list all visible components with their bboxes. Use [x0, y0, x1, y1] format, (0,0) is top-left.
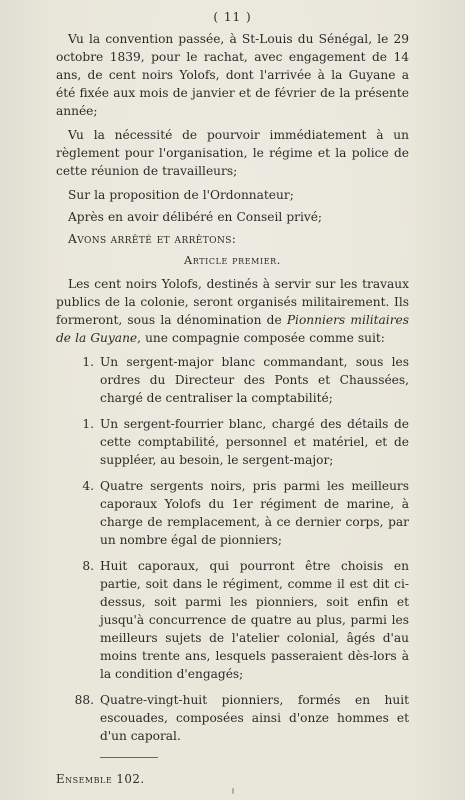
list-item-number: 1. — [82, 355, 94, 369]
paragraph-convention: Vu la convention passée, à St-Louis du Sénégal, le 29 octobre 1839, pour le rachat, avec engagement de 14 ans, de cent noirs Yolofs, dont l'arrivée à la Guyane a été fixée aux mois de janvier et de février de la présente année; — [56, 32, 409, 118]
list-item-text: Un sergent-major blanc commandant, sous les ordres du Directeur des Ponts et Chaussées, chargé de centraliser la comptabilité; — [100, 355, 409, 405]
list-item — [56, 415, 409, 469]
ensemble-total: Ensemble 102. — [56, 772, 145, 786]
list-item-text: Huit caporaux, qui pourront être choisis en partie, soit dans le régiment, comme il est dit ci-dessus, soit parmi les pionniers, soit enfin et jusqu'à concurrence de quatre au plus, parmi les meilleurs sujets de l'atelier colonial, âgés d'au moins trente ans, lesquels passeraient dès-lors à la condition d'engagés; — [100, 559, 409, 681]
article-title: Article premier. — [184, 254, 281, 267]
list-item — [56, 557, 409, 683]
paragraph-proposition: Sur la proposition de l'Ordonnateur; — [68, 188, 294, 202]
page-number: ( 11 ) — [213, 10, 252, 24]
list-item — [56, 477, 409, 549]
list-item-text: Un sergent-fourrier blanc, chargé des détails de cette comptabilité, personnel et matériel, et de suppléer, au besoin, le sergent-major; — [100, 417, 409, 467]
list-item-number: 88. — [74, 693, 94, 707]
dash-line — [100, 757, 158, 758]
separator-rule — [100, 747, 409, 766]
paragraph-decree — [56, 230, 409, 248]
list-item — [56, 691, 409, 745]
article-intro-italic: Pionniers militaires de la Guyane — [56, 313, 409, 345]
list-item-text: Quatre sergents noirs, pris parmi les meilleurs caporaux Yolofs du 1er régiment de marine, à charge de remplacement, à ce dernier corps, par un nombre égal de pionniers; — [100, 479, 409, 547]
article-intro-part1: Les cent noirs Yolofs, destinés à servir sur les travaux publics de la colonie, seront organisés militairement. Ils formeront, sous la dénomination de — [56, 277, 409, 327]
article-intro-part2: , une compagnie composée comme suit: — [137, 331, 385, 345]
composition-list — [56, 353, 409, 766]
decree-smallcaps: arrêté et arrêtons: — [110, 232, 237, 246]
list-item — [56, 353, 409, 407]
list-item-text-content: Quatre-vingt-huit pionniers, formés en huit escouades, composées ainsi d'onze hommes et d'un caporal. — [100, 693, 409, 743]
list-item-text — [100, 691, 409, 745]
list-item-number: 1. — [82, 417, 94, 431]
decree-prefix: Avons — [68, 232, 107, 246]
list-item-number: 8. — [82, 559, 94, 573]
article-intro — [56, 275, 409, 347]
paragraph-necessity: Vu la nécessité de pourvoir immédiatement à un règlement pour l'organisation, le régime et la police de cette réunion de travailleurs; — [56, 128, 409, 178]
list-item-number: 4. — [82, 479, 94, 493]
paragraph-deliberation: Après en avoir délibéré en Conseil privé; — [68, 210, 323, 224]
page-mark — [232, 788, 234, 794]
